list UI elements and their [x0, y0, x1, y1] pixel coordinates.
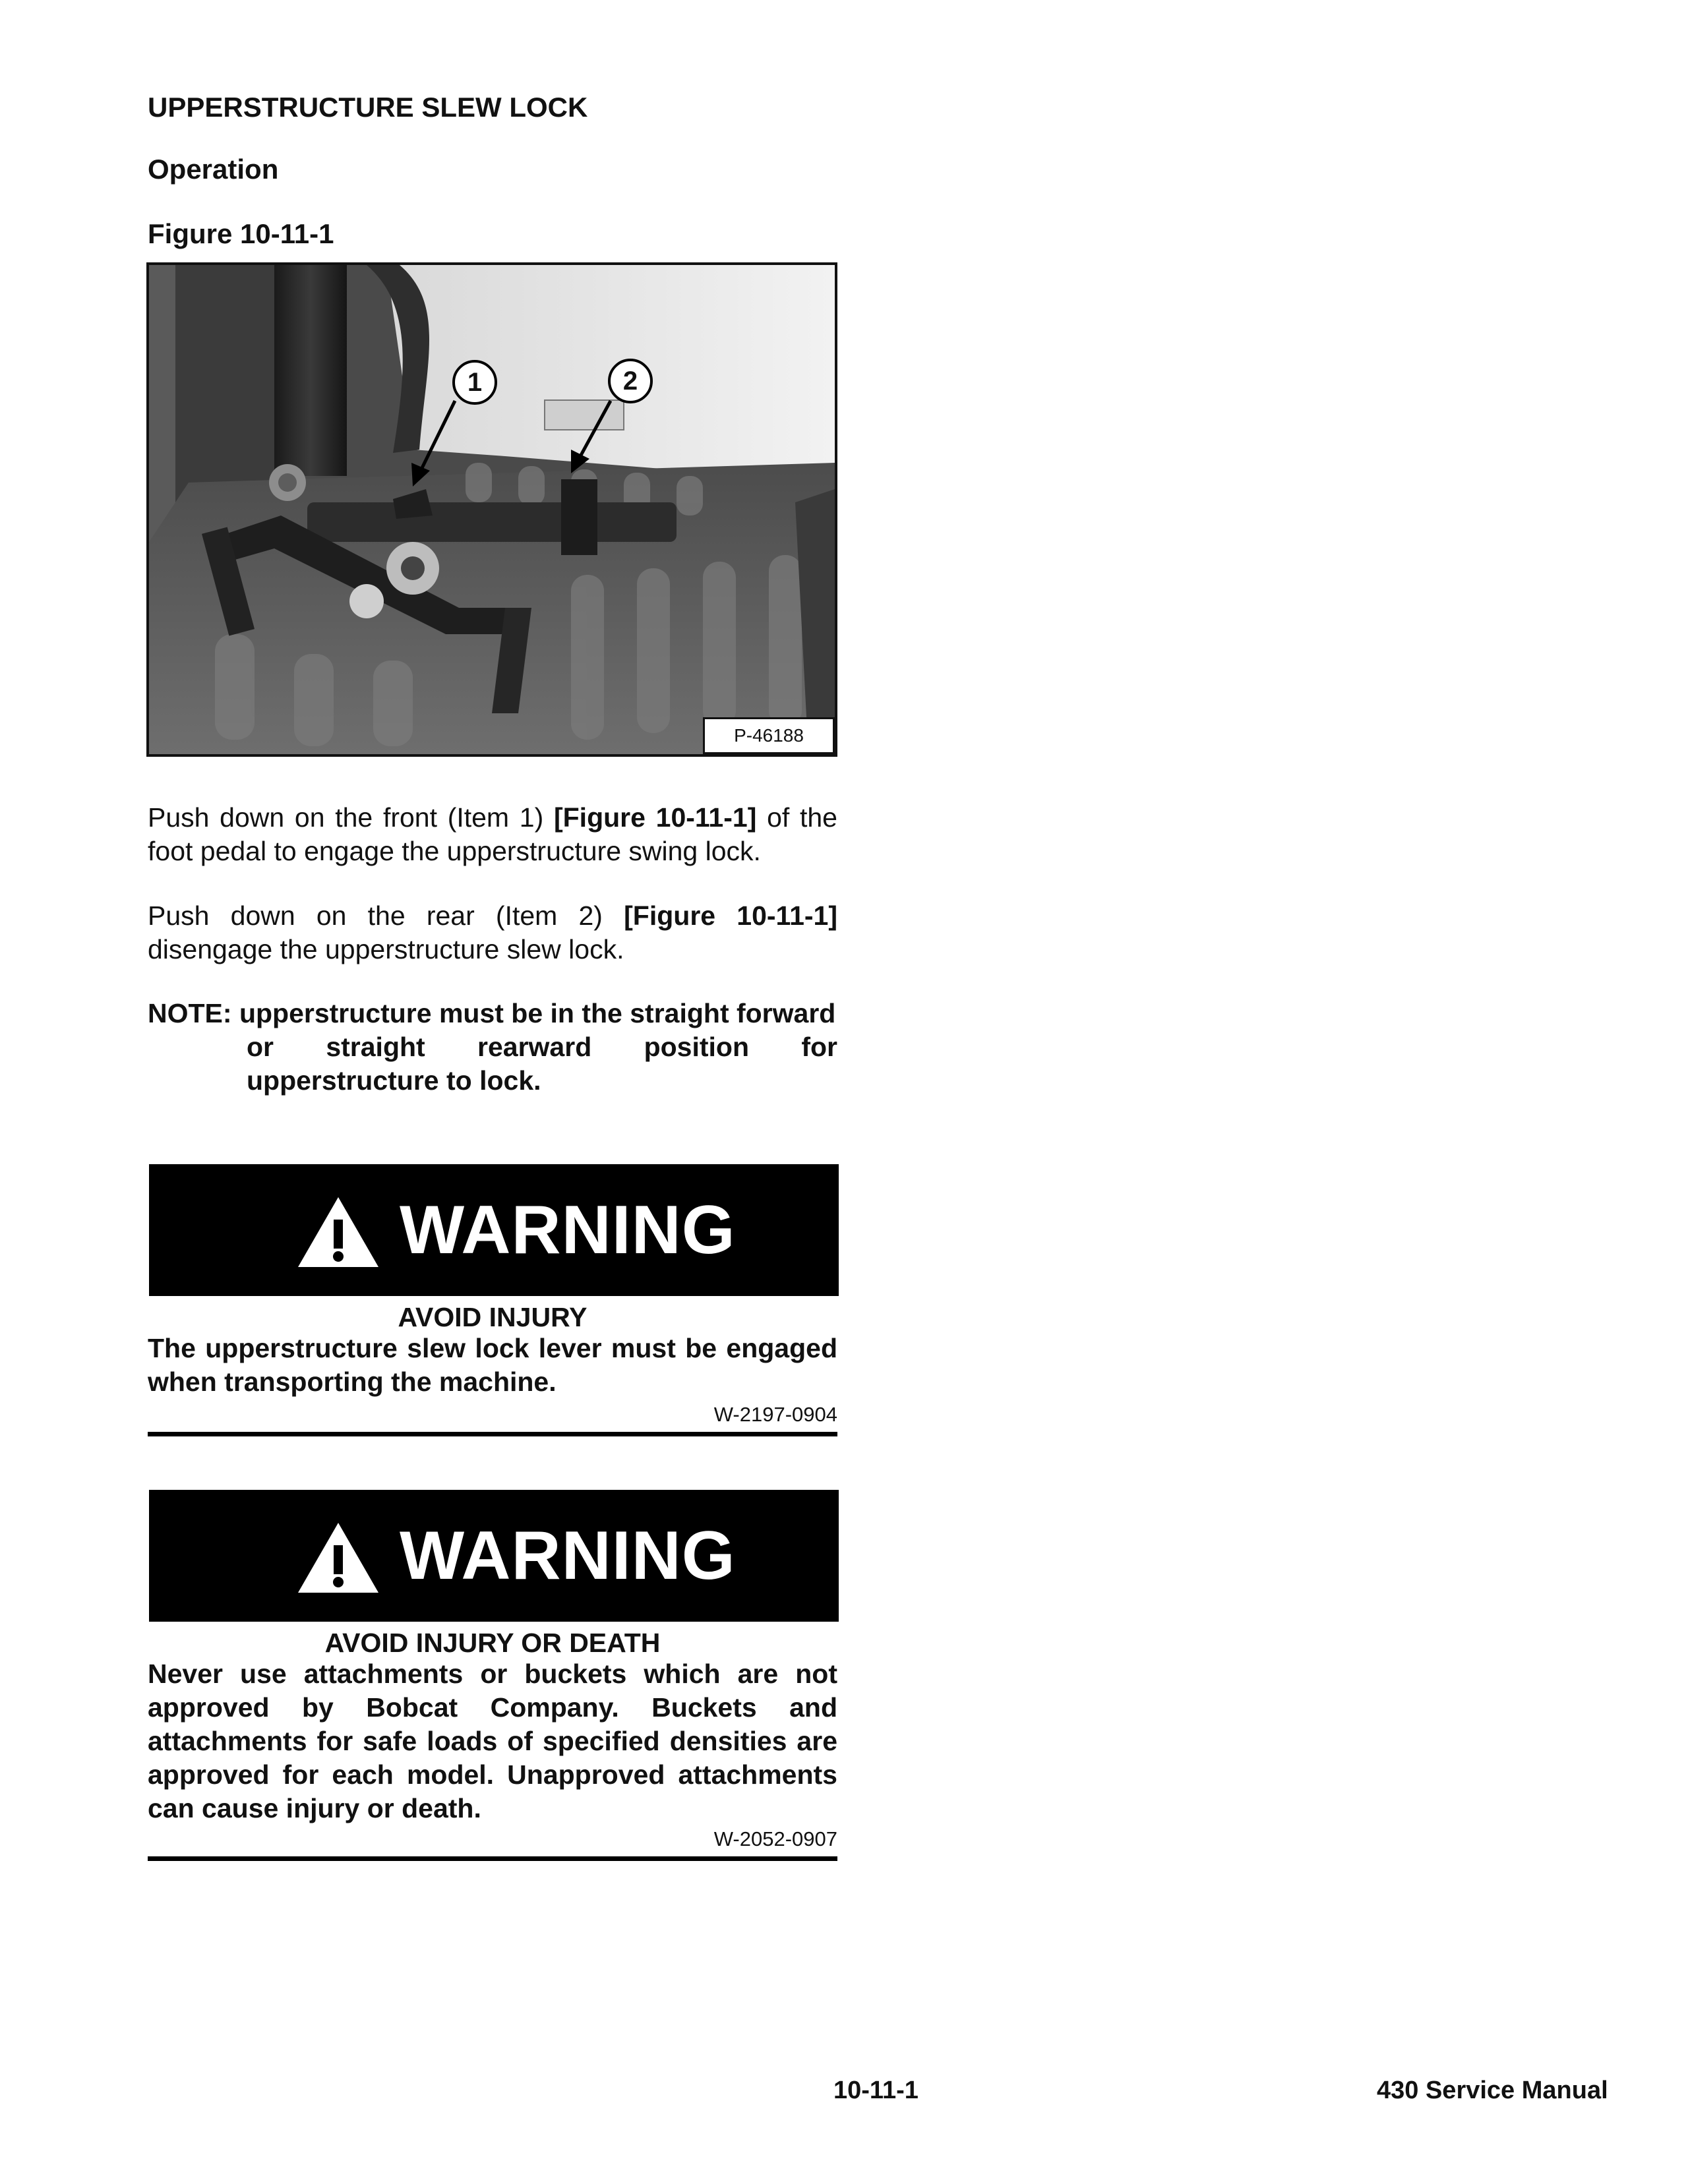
slew-lock-pedal-illustration: [149, 265, 835, 754]
callout-2: 2: [608, 359, 653, 403]
page-number: 10-11-1: [833, 2077, 919, 2104]
section-title: UPPERSTRUCTURE SLEW LOCK: [148, 92, 588, 123]
paragraph-engage: Push down on the front (Item 1) [Figure 10-11-1] of the foot pedal to engage the upperstructure swing lock.: [148, 802, 837, 866]
warning-triangle-icon: [295, 1195, 381, 1270]
warning-title-2: WARNING: [400, 1518, 736, 1594]
warning-banner-1: [149, 1164, 839, 1296]
callout-1: 1: [452, 360, 497, 405]
warning-banner-2: [149, 1490, 839, 1622]
warning-rule-1: [148, 1432, 837, 1436]
manual-title: 430 Service Manual: [1377, 2077, 1608, 2104]
note: [148, 997, 837, 1102]
warning-heading-1: AVOID INJURY: [398, 1302, 588, 1332]
note-first-line: [148, 997, 835, 1030]
figure-photo: [146, 262, 837, 757]
warning-triangle-icon: [295, 1520, 381, 1595]
figure-label: Figure 10-11-1: [148, 218, 334, 249]
warning-title-1: WARNING: [400, 1192, 736, 1268]
note-text-line1: upperstructure must be in the straight forward: [239, 998, 836, 1028]
warning-code-1: W-2197-0904: [713, 1403, 837, 1426]
note-label: NOTE:: [148, 998, 232, 1028]
warning-code-2: W-2052-0907: [713, 1827, 837, 1850]
warning-rule-2: [148, 1856, 837, 1861]
subsection-title: Operation: [148, 154, 279, 185]
paragraph-disengage: Push down on the rear (Item 2) [Figure 10-11-1] disengage the upperstructure slew lock.: [148, 900, 837, 964]
photo-code: P-46188: [703, 717, 835, 754]
note-text-rest: or straight rearward position for upperstructure to lock.: [247, 1032, 837, 1096]
warning-body-1: The upperstructure slew lock lever must be engaged when transporting the machine.: [148, 1333, 837, 1397]
warning-body-2: Never use attachments or buckets which are not approved by Bobcat Company. Buckets and attachments for safe loads of specified densities are approved for each model. Unapproved attachments can cause injury or death.: [148, 1659, 837, 1823]
warning-heading-2: AVOID INJURY OR DEATH: [324, 1628, 661, 1658]
